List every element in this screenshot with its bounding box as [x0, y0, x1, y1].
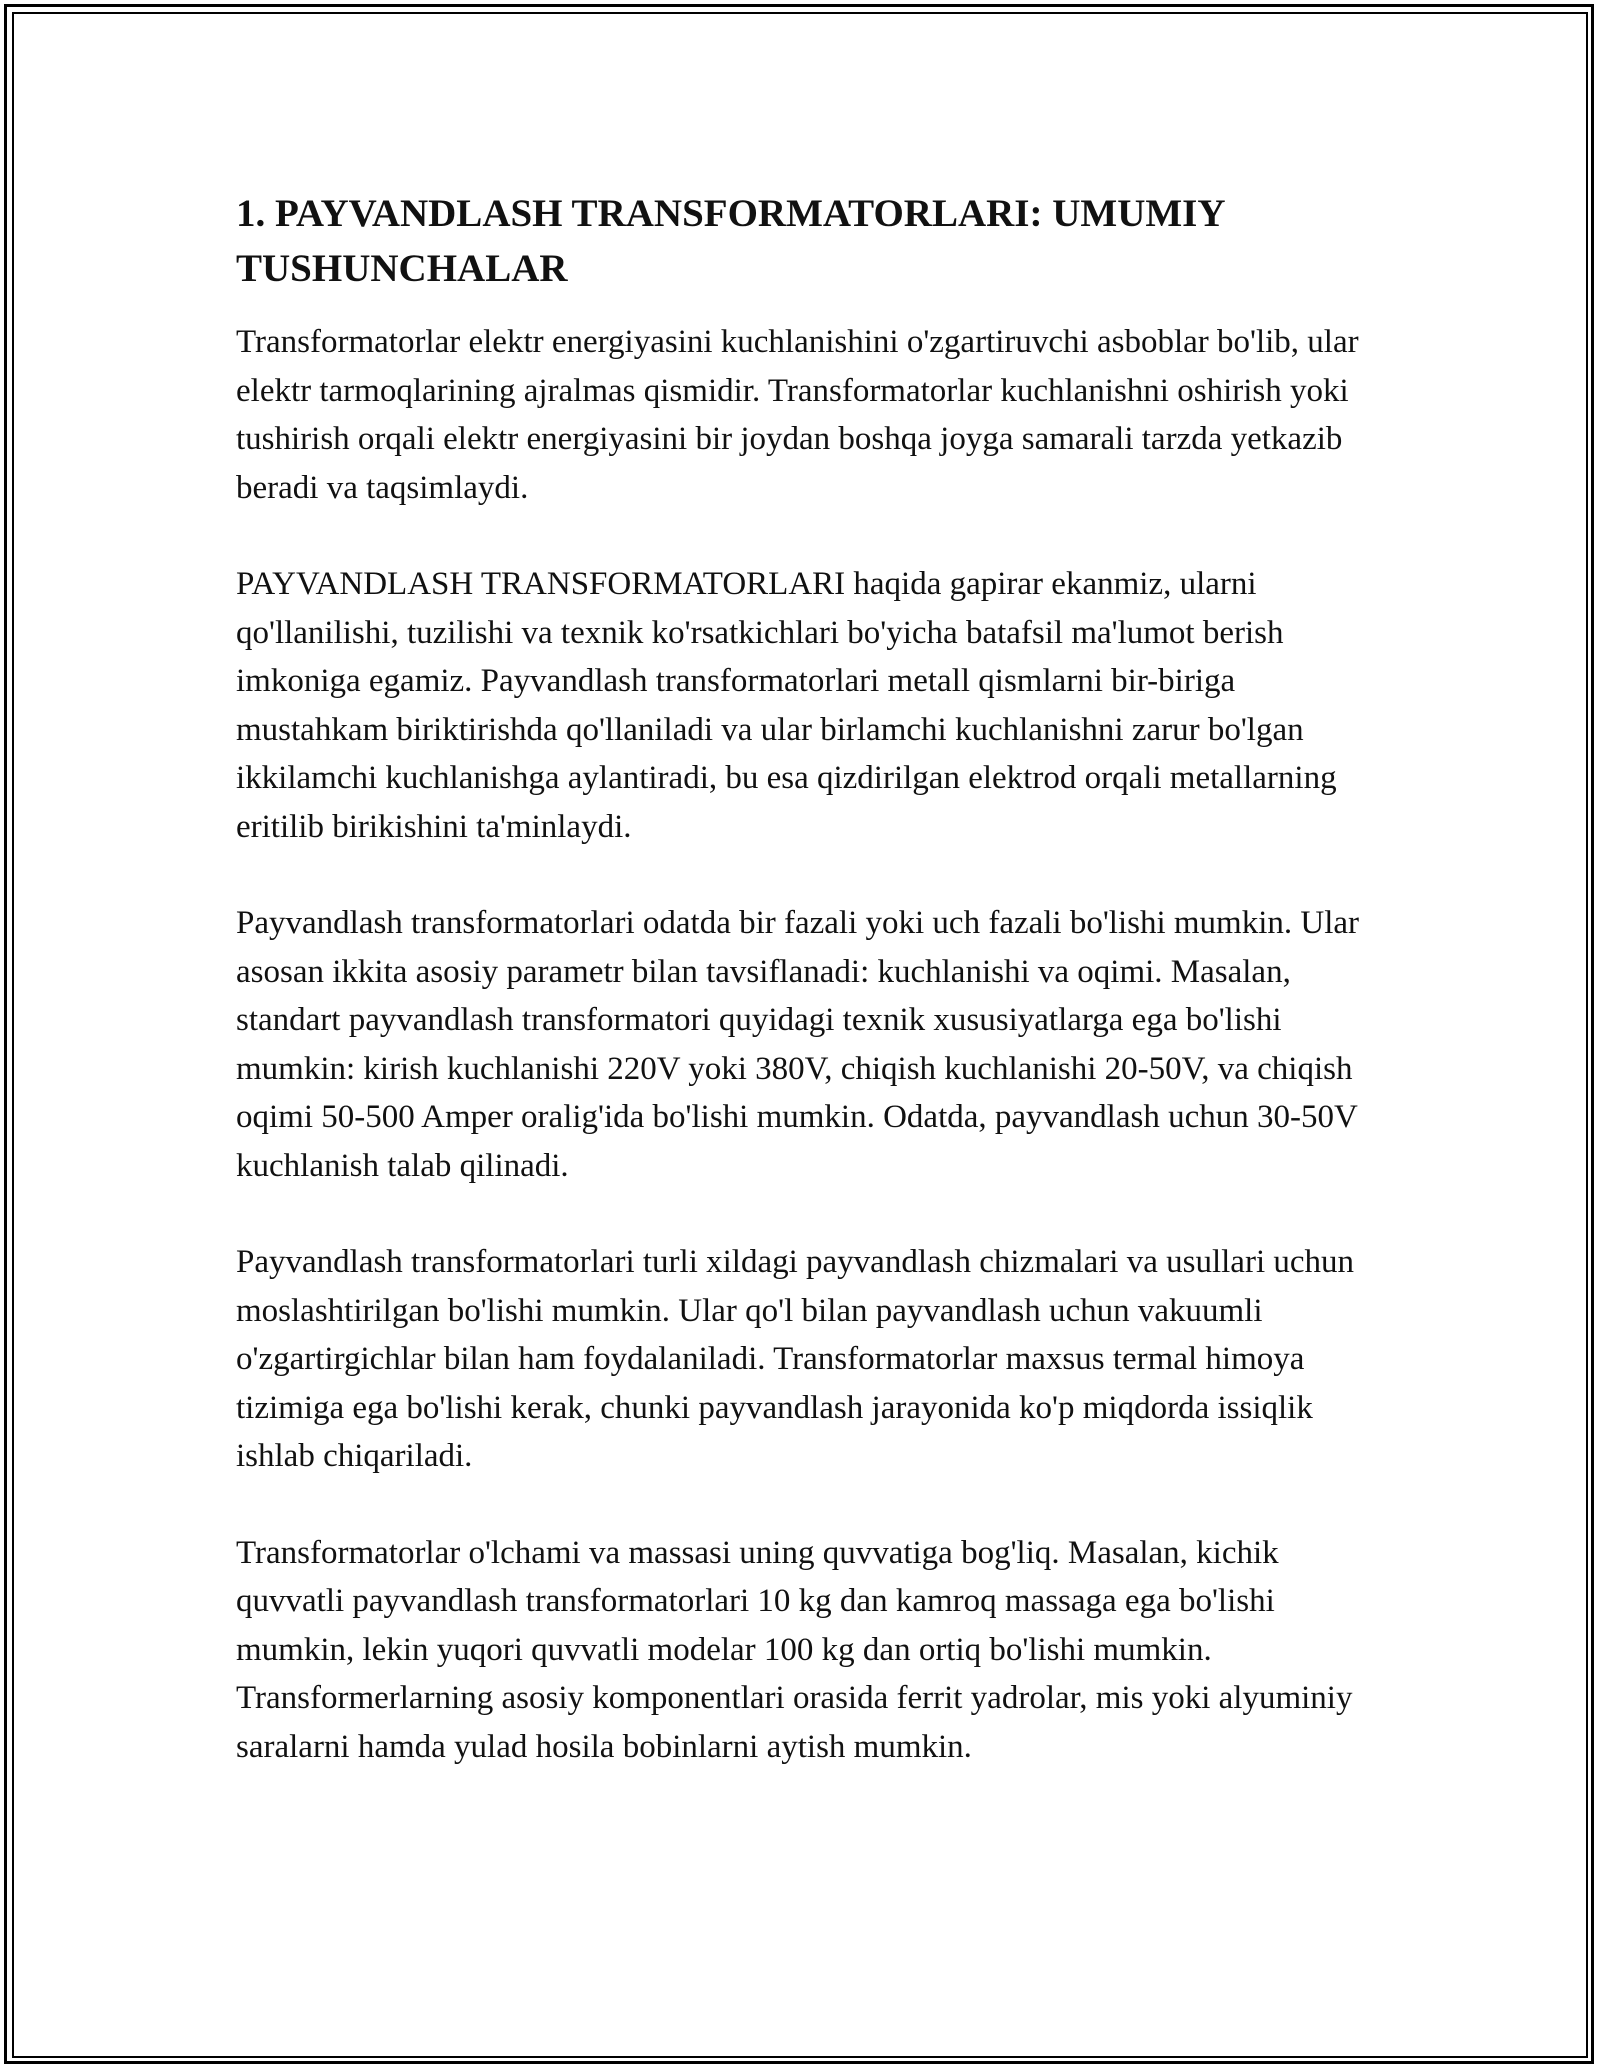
document-body: [236, 186, 1366, 1819]
section-heading: 1. PAYVANDLASH TRANSFORMATORLARI: UMUMIY TUSHUNCHALAR: [236, 192, 1225, 290]
paragraph-1: Transformatorlar elektr energiyasini kuchlanishini o'zgartiruvchi asboblar bo'lib, ular elektr tarmoqlarining ajralmas qismidir. Transformatorlar kuchlanishni oshirish yoki tushirish orqali elektr energiyasini bir joydan boshqa joyga samarali tarzda yetkazib beradi va taqsimlaydi.: [236, 324, 1359, 506]
paragraph-5: Transformatorlar o'lchami va massasi uning quvvatiga bog'liq. Masalan, kichik quvvatli payvandlash transformatorlari 10 kg dan kamroq massaga ega bo'lishi mumkin, lekin yuqori quvvatli modelar 100 kg dan ortiq bo'lishi mumkin. Transformerlarning asosiy komponentlari orasida ferrit yadrolar, mis yoki alyuminiy saralarni hamda yulad hosila bobinlarni aytish mumkin.: [236, 1534, 1353, 1765]
paragraph-3: Payvandlash transformatorlari odatda bir fazali yoki uch fazali bo'lishi mumkin. Ular asosan ikkita asosiy parametr bilan tavsiflanadi: kuchlanishi va oqimi. Masalan, standart payvandlash transformatori quyidagi texnik xususiyatlarga ega bo'lishi mumkin: kirish kuchlanishi 220V yoki 380V, chiqish kuchlanishi 20-50V, va chiqish oqimi 50-500 Amper oralig'ida bo'lishi mumkin. Odatda, payvandlash uchun 30-50V kuchlanish talab qilinadi.: [236, 905, 1360, 1184]
paragraph-2: PAYVANDLASH TRANSFORMATORLARI haqida gapirar ekanmiz, ularni qo'llanilishi, tuzilishi va texnik ko'rsatkichlari bo'yicha batafsil ma'lumot berish imkoniga egamiz. Payvandlash transformatorlari metall qismlarni bir-biriga mustahkam biriktirishda qo'llaniladi va ular birlamchi kuchlanishni zarur bo'lgan ikkilamchi kuchlanishga aylantiradi, bu esa qizdirilgan elektrod orqali metallarning eritilib birikishini ta'minlaydi.: [236, 566, 1337, 845]
paragraph-4: Payvandlash transformatorlari turli xildagi payvandlash chizmalari va usullari uchun moslashtirilgan bo'lishi mumkin. Ular qo'l bilan payvandlash uchun vakuumli o'zgartirgichlar bilan ham foydalaniladi. Transformatorlar maxsus termal himoya tizimiga ega bo'lishi kerak, chunki payvandlash jarayonida ko'p miqdorda issiqlik ishlab chiqariladi.: [236, 1244, 1355, 1474]
